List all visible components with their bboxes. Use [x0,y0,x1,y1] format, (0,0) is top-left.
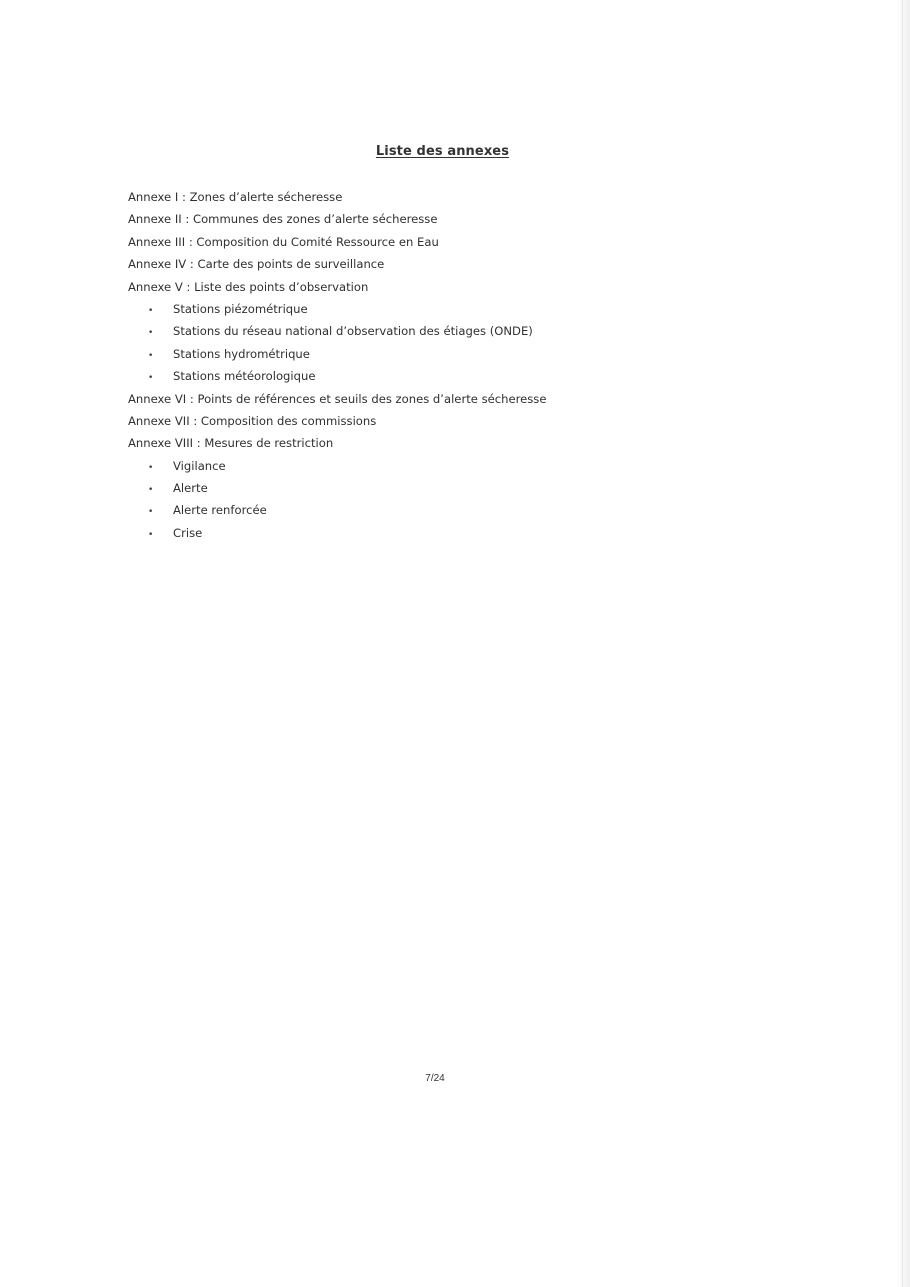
page-title: Liste des annexes [375,144,510,159]
bullet-icon: • [148,462,154,473]
annex-list [128,186,688,544]
annex-entry: Annexe II : Communes des zones d’alerte sécheresse [128,212,438,227]
annex-sub-item-label: Alerte renforcée [173,503,267,518]
annex-sub-item [128,365,688,387]
annex-sub-item-label: Stations piézométrique [173,301,308,316]
annex-entry: Annexe V : Liste des points d’observation [128,279,369,294]
annex-sub-item-label: Vigilance [173,458,226,473]
page-number: 7/24 [425,1073,445,1084]
annex-sub-item-label: Crise [173,525,203,540]
annex-sub-item [128,320,688,342]
bullet-icon: • [148,328,154,339]
annex-sub-item [128,522,688,544]
bullet-icon: • [148,373,154,384]
annex-sub-item-label: Stations hydrométrique [173,346,310,361]
annex-entry: Annexe IV : Carte des points de surveillance [128,257,385,272]
annex-sub-item [128,477,688,499]
annex-sub-item [128,343,688,365]
bullet-icon: • [148,305,154,316]
annex-sub-item-label: Alerte [173,481,208,496]
bullet-icon: • [148,485,154,496]
bullet-icon: • [148,507,154,518]
annex-entry: Annexe VII : Composition des commissions [128,413,377,428]
annex-entry: Annexe III : Composition du Comité Ressource en Eau [128,234,439,249]
annex-entry: Annexe VIII : Mesures de restriction [128,436,334,451]
annex-sub-item [128,298,688,320]
scan-edge [896,0,910,1287]
annex-entry: Annexe VI : Points de références et seuils des zones d’alerte sécheresse [128,391,547,406]
annex-sub-item [128,499,688,521]
annex-entry: Annexe I : Zones d’alerte sécheresse [128,190,343,204]
bullet-icon: • [148,529,154,540]
annex-sub-item [128,455,688,477]
annex-sub-item-label: Stations météorologique [173,369,316,384]
bullet-icon: • [148,350,154,361]
annex-sub-item-label: Stations du réseau national d’observation des étiages (ONDE) [173,324,533,339]
